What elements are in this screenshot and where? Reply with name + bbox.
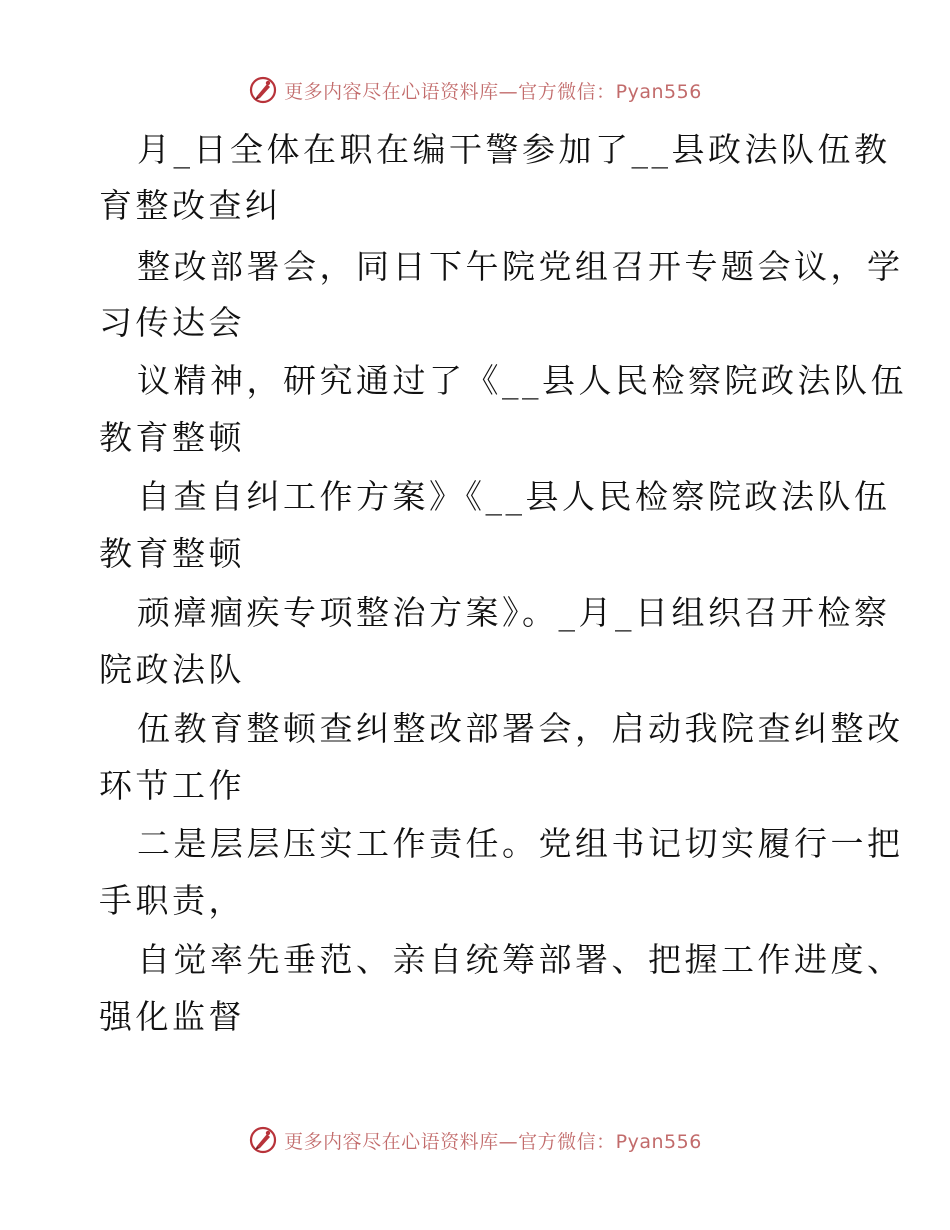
pen-nib-logo-icon — [248, 1125, 278, 1155]
body-line: 自查自纠工作方案》《__县人民检察院政法队伍 — [137, 477, 891, 516]
body-line: 教育整顿 — [99, 534, 245, 573]
body-line: 整改部署会，同日下午院党组召开专题会议，学 — [137, 247, 904, 286]
pen-nib-logo-icon — [248, 75, 278, 105]
body-line: 议精神，研究通过了《__县人民检察院政法队伍 — [137, 361, 907, 400]
body-line: 月_日全体在职在编干警参加了__县政法队伍教 — [137, 130, 891, 169]
header-banner — [0, 72, 950, 108]
footer-banner — [0, 1122, 950, 1158]
body-line: 环节工作 — [99, 766, 245, 805]
body-line: 强化监督 — [99, 997, 245, 1036]
footer-banner-text: 更多内容尽在心语资料库—官方微信：Pyan556 — [284, 1130, 702, 1153]
body-line: 院政法队 — [99, 650, 245, 689]
body-line: 教育整顿 — [99, 418, 245, 457]
body-line: 育整改查纠 — [99, 186, 282, 225]
body-line: 自觉率先垂范、亲自统筹部署、把握工作进度、 — [137, 940, 904, 979]
body-line: 二是层层压实工作责任。党组书记切实履行一把 — [137, 824, 904, 863]
body-line: 顽瘴痼疾专项整治方案》。_月_日组织召开检察 — [137, 593, 891, 632]
body-line: 伍教育整顿查纠整改部署会，启动我院查纠整改 — [137, 709, 904, 748]
header-banner-text: 更多内容尽在心语资料库—官方微信：Pyan556 — [284, 80, 702, 103]
body-line: 习传达会 — [99, 303, 245, 342]
body-line: 手职责， — [99, 881, 245, 920]
